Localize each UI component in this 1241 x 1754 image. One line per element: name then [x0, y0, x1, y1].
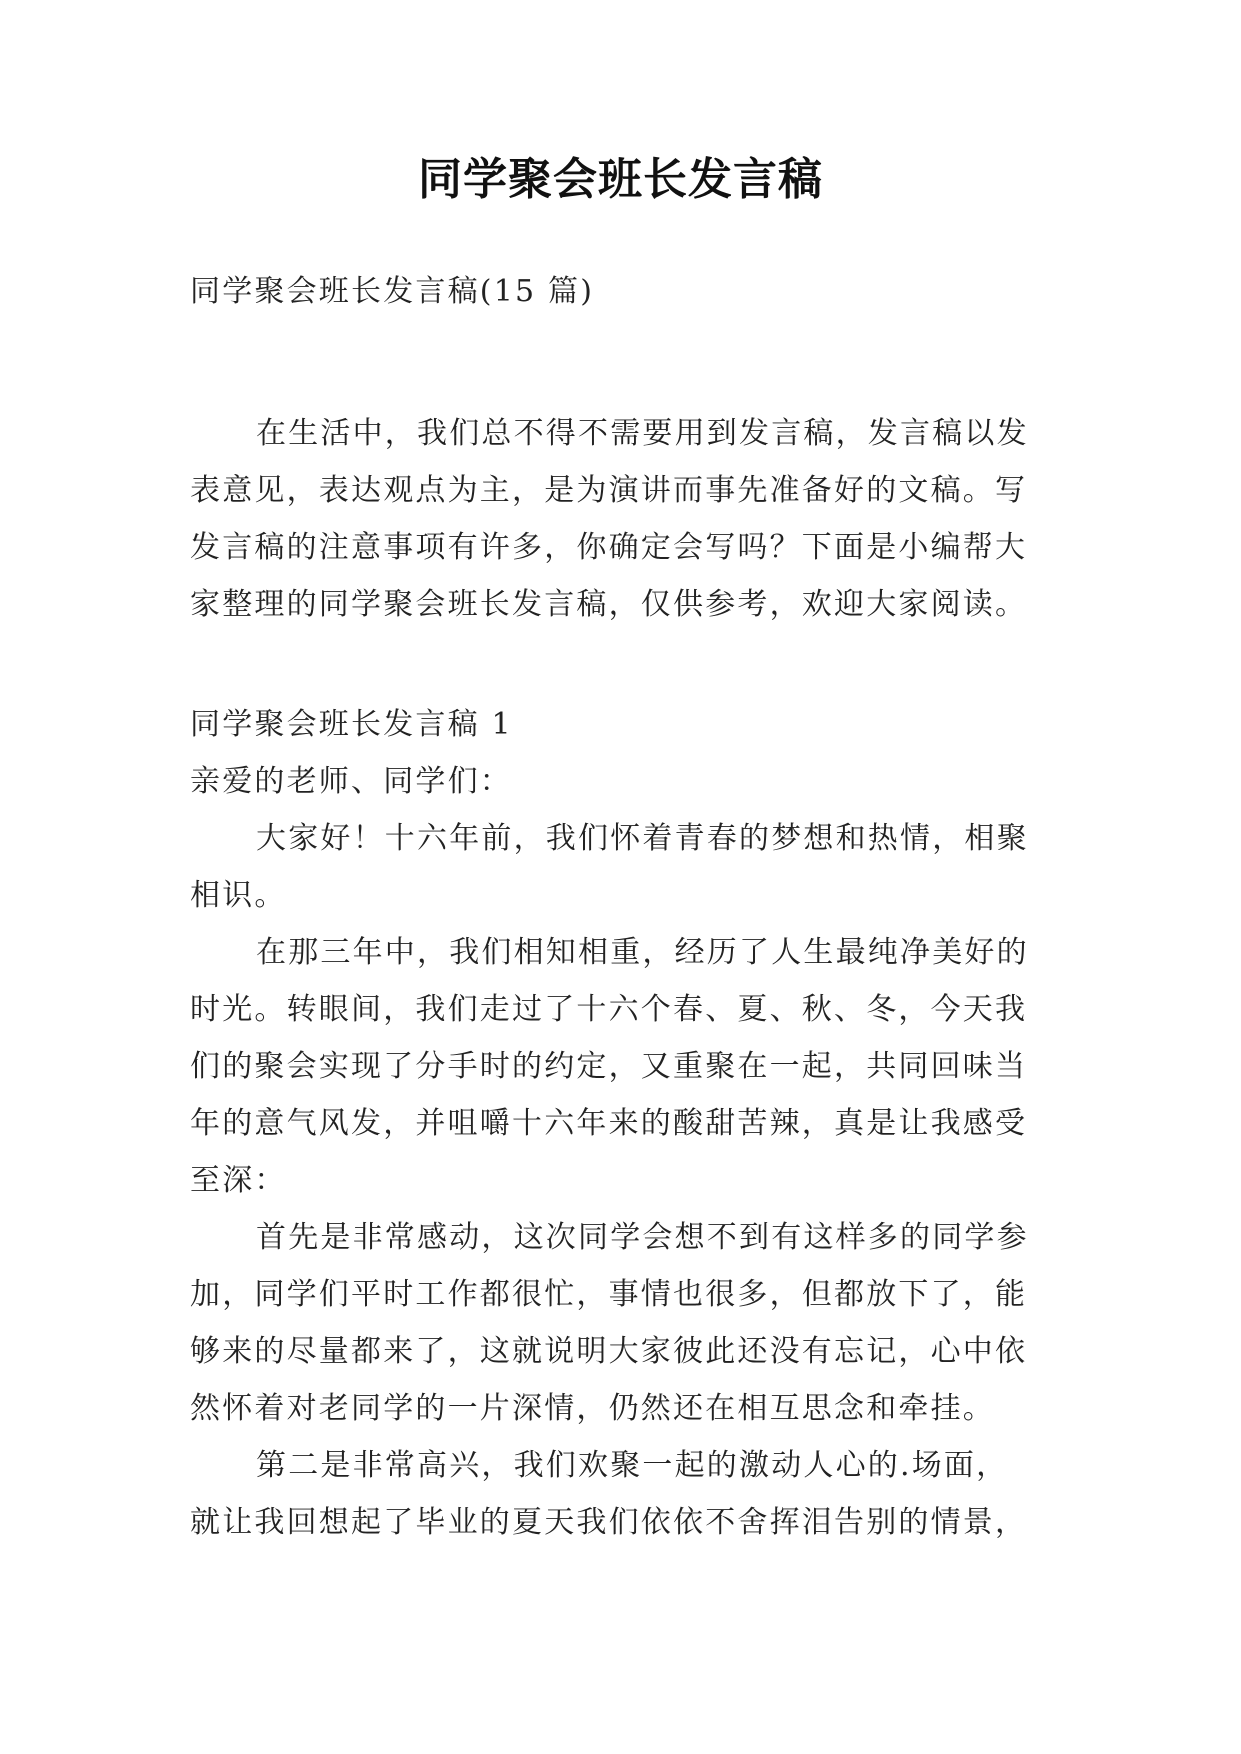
- intro-paragraph: [190, 405, 1060, 633]
- paragraph-line: 首先是非常感动，这次同学会想不到有这样多的同学参: [256, 1220, 1029, 1255]
- paragraph-line: 们的聚会实现了分手时的约定，又重聚在一起，共同回味当: [190, 1049, 1028, 1084]
- paragraph-line: 够来的尽量都来了，这就说明大家彼此还没有忘记，心中依: [190, 1334, 1028, 1369]
- intro-line: 发言稿的注意事项有许多，你确定会写吗？下面是小编帮大: [190, 530, 1028, 565]
- section-heading: 同学聚会班长发言稿 1: [190, 707, 513, 742]
- paragraph-line: 至深：: [190, 1163, 287, 1198]
- speech-section: [190, 696, 1060, 1551]
- document-subtitle: [190, 263, 1060, 320]
- paragraph-line: 相识。: [190, 878, 287, 913]
- intro-line: 表意见，表达观点为主，是为演讲而事先准备好的文稿。写: [190, 473, 1028, 508]
- paragraph-line: 大家好！十六年前，我们怀着青春的梦想和热情，相聚: [256, 821, 1029, 856]
- paragraph-line: 年的意气风发，并咀嚼十六年来的酸甜苦辣，真是让我感受: [190, 1106, 1028, 1141]
- paragraph-line: 在那三年中，我们相知相重，经历了人生最纯净美好的: [256, 935, 1029, 970]
- paragraph-line: 加，同学们平时工作都很忙，事情也很多，但都放下了，能: [190, 1277, 1028, 1312]
- paragraph-line: 第二是非常高兴，我们欢聚一起的激动人心的.场面，: [256, 1448, 1009, 1483]
- salutation: 亲爱的老师、同学们：: [190, 764, 512, 799]
- paragraph-line: 时光。转眼间，我们走过了十六个春、夏、秋、冬，今天我: [190, 992, 1028, 1027]
- intro-line: 在生活中，我们总不得不需要用到发言稿，发言稿以发: [256, 416, 1029, 451]
- paragraph-line: 就让我回想起了毕业的夏天我们依依不舍挥泪告别的情景，: [190, 1505, 1028, 1540]
- paragraph-line: 然怀着对老同学的一片深情，仍然还在相互思念和牵挂。: [190, 1391, 995, 1426]
- subtitle-line: 同学聚会班长发言稿(15 篇): [190, 274, 595, 309]
- document-title: 同学聚会班长发言稿: [418, 154, 823, 205]
- intro-line: 家整理的同学聚会班长发言稿，仅供参考，欢迎大家阅读。: [190, 587, 1028, 622]
